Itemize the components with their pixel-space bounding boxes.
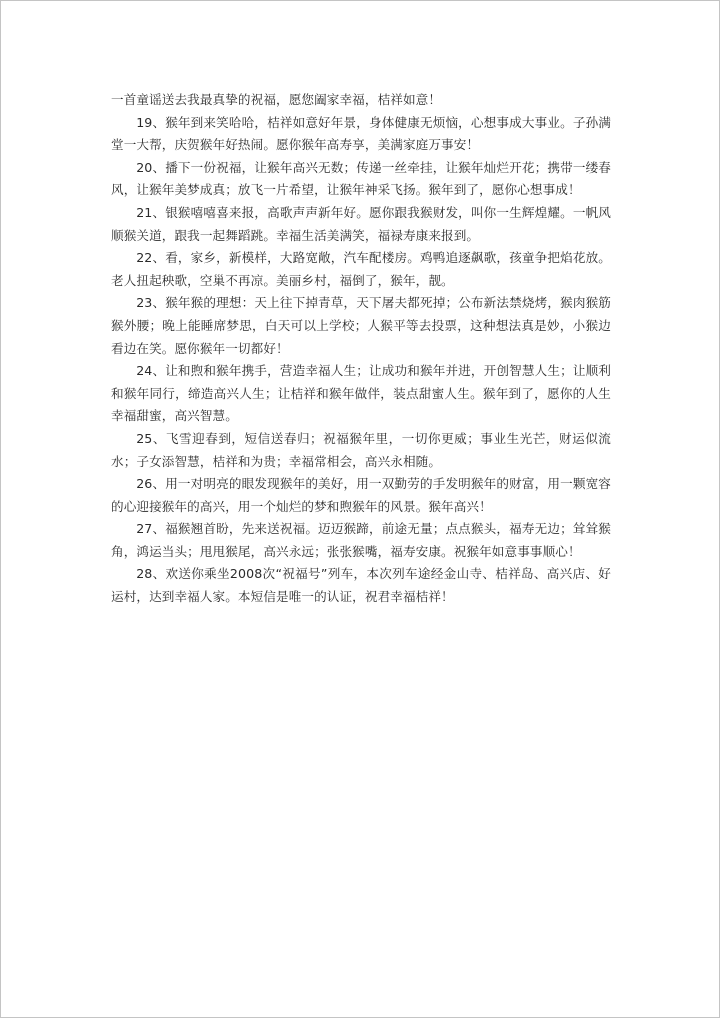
paragraph-0: 一首童谣送去我最真挚的祝福，愿您阖家幸福，桔祥如意！: [111, 92, 442, 107]
paragraph-28: 28、欢送你乘坐2008次“祝福号”列车，本次列车途经金山寺、桔祥岛、高兴店、好运村，达到幸福人家。本短信是唯一的认证，祝君幸福桔祥！: [111, 566, 611, 605]
paragraph-25: 25、飞雪迎春到，短信送春归；祝福猴年里，一切你更威；事业生光芒，财运似流水；子女添智慧，桔祥和为贵；幸福常相会，高兴永相随。: [111, 430, 611, 469]
paragraph-23: 23、猴年猴的理想：天上往下掉青草，天下屠夫都死掉；公布新法禁烧烤，猴肉猴筋猴外腰；晚上能睡席梦思，白天可以上学校；人猴平等去投票，这种想法真是妙，小猴边看边在笑。愿你猴年一切都好！: [111, 295, 611, 356]
paragraph-26: 26、用一对明亮的眼发现猴年的美好，用一双勤劳的手发明猴年的财富，用一颗宽容的心迎接猴年的高兴，用一个灿烂的梦和煦猴年的风景。猴年高兴！: [111, 476, 611, 514]
paragraph-19: 19、猴年到来笑哈哈，桔祥如意好年景，身体健康无烦恼，心想事成大事业。子孙满堂一大帮，庆贺猴年好热闹。愿你猴年高寿享，美满家庭万事安！: [111, 114, 611, 153]
document-body: [111, 89, 611, 609]
paragraph-20: 20、播下一份祝福，让猴年高兴无数；传递一丝牵挂，让猴年灿烂开花；携带一缕春风，让猴年美梦成真；放飞一片希望，让猴年神采飞扬。猴年到了，愿你心想事成！: [111, 159, 611, 198]
paragraph-22: 22、看，家乡，新模样，大路宽敞，汽车配楼房。鸡鸭追逐飙歌，孩童争把焰花放。老人扭起秧歌，空巢不再凉。美丽乡村，福倒了，猴年，靓。: [111, 250, 611, 288]
paragraph-24: 24、让和煦和猴年携手，营造幸福人生；让成功和猴年并进，开创智慧人生；让顺利和猴年同行，缔造高兴人生；让桔祥和猴年做伴，装点甜蜜人生。猴年到了，愿你的人生幸福甜蜜，高兴智慧。: [111, 363, 611, 424]
paragraph-27: 27、福猴翘首盼，先来送祝福。迈迈猴蹄，前途无量；点点猴头，福寿无边；耸耸猴角，鸿运当头；甩甩猴尾，高兴永远；张张猴嘴，福寿安康。祝猴年如意事事顺心！: [111, 521, 611, 559]
paragraph-21: 21、银猴嘻嘻喜来报，高歌声声新年好。愿你跟我猴财发，叫你一生辉煌耀。一帆风顺猴关道，跟我一起舞蹈跳。幸福生活美满笑，福禄寿康来报到。: [111, 204, 611, 243]
